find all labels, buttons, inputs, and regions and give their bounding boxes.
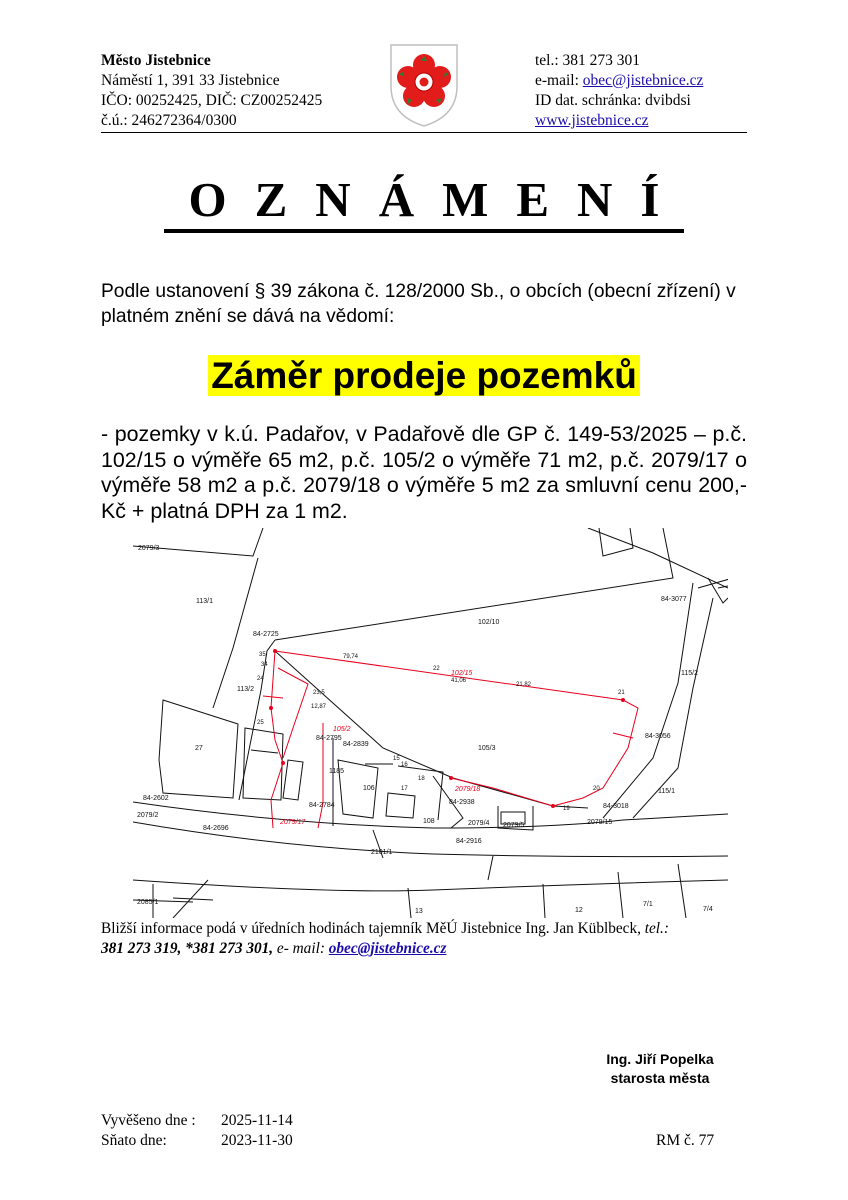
svg-text:25: 25 — [257, 720, 264, 726]
svg-text:18: 18 — [418, 776, 425, 782]
org-info — [101, 51, 322, 131]
map-label-12: 12 — [575, 907, 583, 914]
map-label-115-1: 115/1 — [658, 788, 675, 795]
svg-text:12,87: 12,87 — [311, 704, 327, 710]
map-label-102-15: 102/15 — [451, 670, 473, 677]
signature-role: starosta města — [610, 1070, 710, 1086]
info-text: Bližší informace podá v úředních hodinách tajemník MěÚ Jistebnice Ing. Jan Küblbeck, — [101, 920, 641, 937]
map-label-108: 108 — [423, 818, 435, 825]
map-label-2079-18: 2079/18 — [455, 786, 481, 793]
svg-text:41,06: 41,06 — [451, 678, 467, 684]
map-label-2101-1: 2101/1 — [371, 849, 393, 856]
posted-date: 2025-11-14 — [221, 1112, 293, 1129]
map-label-84-2696: 84-2696 — [203, 825, 229, 832]
svg-text:22: 22 — [433, 666, 440, 672]
phone: tel.: 381 273 301 — [535, 52, 641, 69]
reference-number: RM č. 77 — [656, 1132, 715, 1149]
map-label-84-2602: 84-2602 — [143, 795, 169, 802]
body-text: - pozemky v k.ú. Padařov, v Padařově dle GP č. 149-53/2025 – p.č. 102/15 o výměře 65 m2, p.č. 105/2 o výměře 71 m2, p.č. 2079/17 o výměře 58 m2 a p.č. 2079/18 o výměře 5 m2 za smluvní cenu 200,- Kč + platná DPH za 1 m2. — [101, 422, 747, 523]
signature-block — [560, 1050, 760, 1088]
svg-text:19: 19 — [563, 806, 570, 812]
svg-text:79,74: 79,74 — [343, 654, 359, 660]
intro-text: Podle ustanovení § 39 zákona č. 128/2000 Sb., o obcích (obecní zřízení) v platném znění se dává na vědomí: — [101, 281, 736, 327]
map-label-113-2: 113/2 — [237, 686, 254, 693]
svg-text:21: 21 — [618, 690, 625, 696]
map-label-84-2916: 84-2916 — [456, 838, 482, 845]
svg-text:15: 15 — [393, 756, 400, 762]
headline-text: Záměr prodeje pozemků — [208, 355, 640, 396]
title-text: OZNÁMENÍ — [188, 172, 688, 227]
org-address: Náměstí 1, 391 33 Jistebnice — [101, 72, 280, 89]
headline — [101, 351, 747, 401]
map-label-13: 13 — [415, 908, 423, 915]
map-label-2079-17: 2079/17 — [280, 819, 306, 826]
map-label-105-2: 105/2 — [333, 726, 351, 733]
info-email-link[interactable]: obec@jistebnice.cz — [328, 940, 447, 957]
page-title — [101, 172, 747, 228]
map-label-2079-4: 2079/4 — [468, 820, 490, 827]
map-label-2079-5: 2079/5 — [503, 822, 525, 829]
map-label-113-1: 113/1 — [196, 598, 213, 605]
removed-date: 2023-11-30 — [221, 1132, 293, 1149]
removed-label: Sňato dne: — [101, 1132, 167, 1149]
signature-name: Ing. Jiří Popelka — [606, 1051, 714, 1067]
map-label-84-3077: 84-3077 — [661, 596, 687, 603]
map-label-84-3056: 84-3056 — [645, 733, 671, 740]
map-label-84-2839: 84-2839 — [343, 741, 369, 748]
map-label-102-10: 102/10 — [478, 619, 500, 626]
title-underline — [164, 229, 684, 233]
map-label-1185: 1185 — [329, 768, 345, 775]
map-label-84-2784: 84-2784 — [309, 802, 335, 809]
svg-text:35: 35 — [259, 652, 266, 658]
map-label-84-3018: 84-3018 — [603, 803, 629, 810]
svg-text:17: 17 — [401, 786, 408, 792]
map-label-27: 27 — [195, 745, 203, 752]
email-line — [535, 71, 703, 91]
header-divider — [101, 132, 747, 133]
web-line — [535, 111, 703, 131]
svg-text:23,5: 23,5 — [313, 690, 325, 696]
map-label-84-2795: 84-2795 — [316, 735, 342, 742]
posted-label: Vyvěšeno dne : — [101, 1112, 196, 1129]
svg-text:20: 20 — [593, 786, 600, 792]
svg-text:24: 24 — [257, 676, 264, 682]
map-label-84-2725: 84-2725 — [253, 631, 279, 638]
map-label-2079-15: 2079/15 — [587, 819, 613, 826]
cadastral-map — [133, 528, 728, 918]
map-label-2079-3: 2079/3 — [138, 545, 160, 552]
map-label-84-2938: 84-2938 — [449, 799, 475, 806]
svg-text:21,82: 21,82 — [516, 682, 532, 688]
tel-label: tel.: — [644, 920, 669, 937]
contact-info — [535, 51, 703, 131]
map-label-2085-1: 2085/1 — [137, 899, 159, 906]
info-email-label: e- mail: — [273, 940, 325, 957]
databox: ID dat. schránka: dvibdsi — [535, 92, 691, 109]
map-label-7-1: 7/1 — [643, 901, 653, 908]
town-crest-icon — [388, 42, 460, 128]
svg-text:34: 34 — [261, 662, 268, 668]
info-phones: 381 273 319, *381 273 301, — [101, 940, 274, 957]
map-label-105-3: 105/3 — [478, 745, 496, 752]
email-link[interactable]: obec@jistebnice.cz — [582, 72, 704, 89]
org-ids: IČO: 00252425, DIČ: CZ00252425 — [101, 92, 323, 109]
map-label-2079-2: 2079/2 — [137, 812, 159, 819]
org-account: č.ú.: 246272364/0300 — [101, 112, 237, 129]
svg-text:16: 16 — [401, 762, 408, 768]
map-label-106: 106 — [363, 785, 375, 792]
org-name: Město Jistebnice — [101, 52, 211, 69]
info-paragraph — [101, 919, 761, 959]
email-label: e-mail: — [535, 72, 583, 89]
map-label-115-2: 115/2 — [681, 670, 698, 677]
map-label-7-4: 7/4 — [703, 906, 713, 913]
web-link[interactable]: www.jistebnice.cz — [535, 112, 649, 129]
